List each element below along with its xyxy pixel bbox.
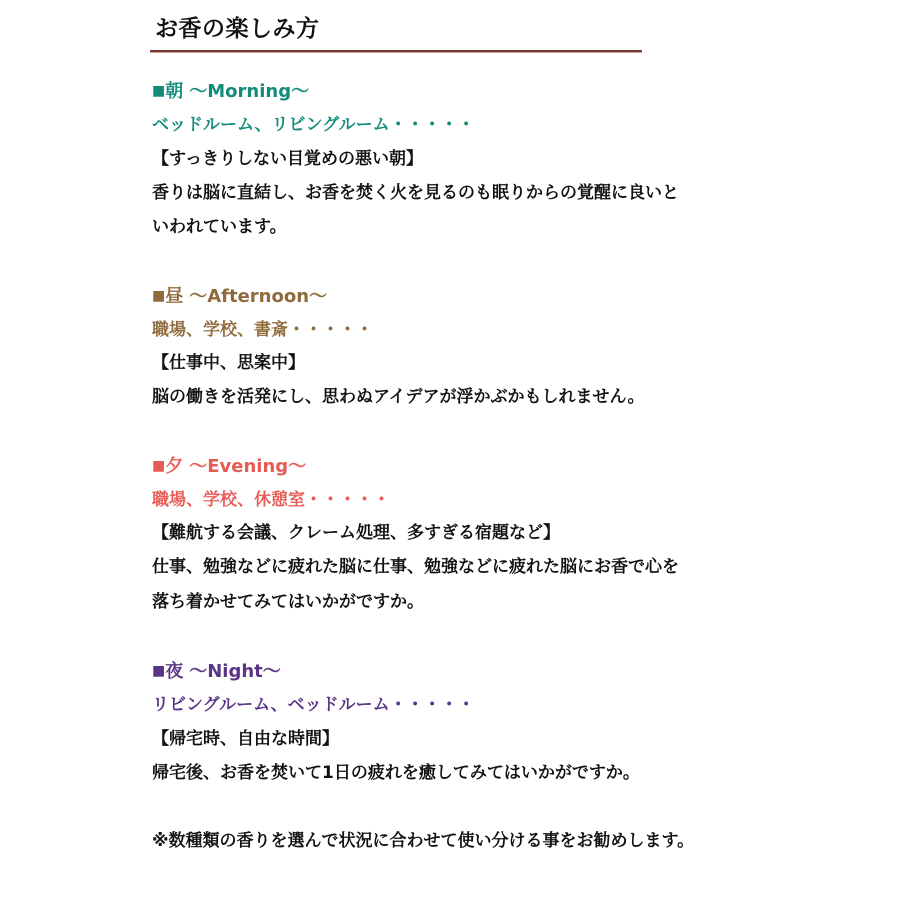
square-marker-icon: ■	[152, 663, 166, 679]
section-body-line: 香りは脳に直結し、お香を焚く火を見るのも眠りからの覚醒に良いと	[152, 183, 679, 203]
section-places-afternoon: 職場、学校、書斎・・・・・	[152, 320, 373, 340]
section-places-night: リビングルーム、ベッドルーム・・・・・	[152, 695, 475, 715]
section-english: ～Afternoon～	[189, 286, 328, 307]
page-title: お香の楽しみ方	[155, 16, 320, 42]
section-body-line: 落ち着かせてみてはいかがですか。	[152, 592, 424, 612]
section-english: ～Night～	[189, 661, 281, 682]
section-places-morning: ベッドルーム、リビングルーム・・・・・	[152, 115, 475, 135]
section-situation-evening: 【難航する会議、クレーム処理、多すぎる宿題など】	[152, 523, 560, 543]
section-heading-evening	[152, 454, 306, 479]
section-body-line: 帰宅後、お香を焚いて1日の疲れを癒してみてはいかがですか。	[152, 763, 640, 783]
square-marker-icon: ■	[152, 458, 166, 474]
section-heading-night	[152, 659, 281, 684]
section-situation-morning: 【すっきりしない目覚めの悪い朝】	[152, 149, 423, 169]
section-situation-afternoon: 【仕事中、思案中】	[152, 353, 305, 373]
section-english: ～Evening～	[189, 456, 307, 477]
footnote: ※数種類の香りを選んで状況に合わせて使い分ける事をお勧めします。	[152, 831, 695, 851]
title-underline	[150, 50, 642, 53]
section-heading-afternoon	[152, 284, 327, 309]
section-situation-night: 【帰宅時、自由な時間】	[152, 729, 339, 749]
section-kanji: 朝	[165, 81, 184, 102]
section-body-line: いわれています。	[152, 217, 287, 237]
square-marker-icon: ■	[152, 288, 166, 304]
section-body-line: 脳の働きを活発にし、思わぬアイデアが浮かぶかもしれません。	[152, 387, 645, 407]
section-kanji: 夕	[165, 456, 184, 477]
section-body-line: 仕事、勉強などに疲れた脳に仕事、勉強などに疲れた脳にお香で心を	[152, 557, 679, 577]
section-kanji: 夜	[165, 661, 184, 682]
section-kanji: 昼	[165, 286, 184, 307]
square-marker-icon: ■	[152, 83, 166, 99]
section-heading-morning	[152, 79, 309, 104]
section-places-evening: 職場、学校、休憩室・・・・・	[152, 490, 390, 510]
section-english: ～Morning～	[189, 81, 310, 102]
